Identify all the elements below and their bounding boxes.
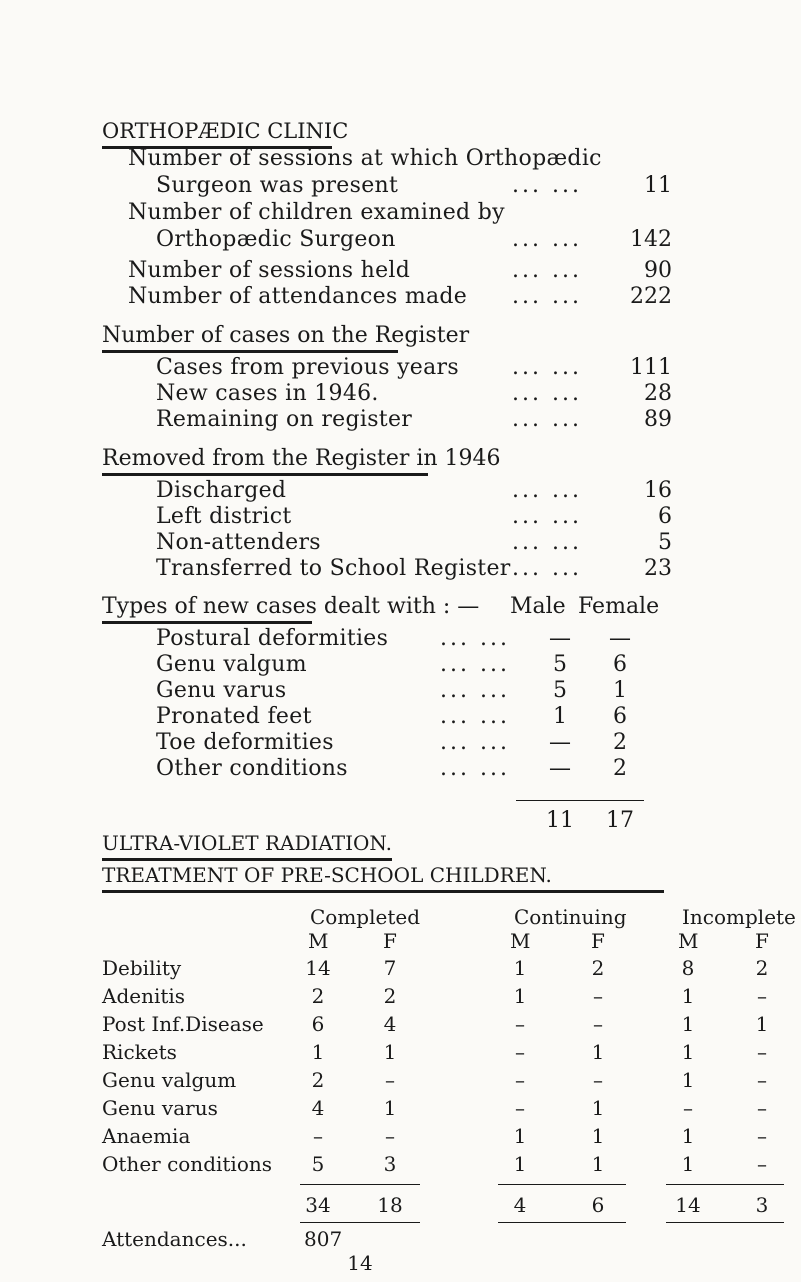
uv-cell: – bbox=[757, 1152, 767, 1176]
stat-value: 142 bbox=[630, 227, 672, 252]
stat-value: 90 bbox=[644, 258, 672, 283]
types-female-value: 6 bbox=[613, 652, 627, 677]
stat-label: Orthopædic Surgeon bbox=[156, 227, 396, 252]
uv-cell: 2 bbox=[383, 984, 397, 1008]
uv-sub-header: M bbox=[510, 929, 531, 953]
types-female-value: 2 bbox=[613, 730, 627, 755]
uv-cell: 1 bbox=[383, 1096, 397, 1120]
register-heading-underline bbox=[102, 350, 398, 353]
uv-group-header: Completed bbox=[310, 905, 421, 929]
leader-dots: ... ... bbox=[512, 407, 582, 432]
types-col-male: Male bbox=[510, 594, 566, 619]
uv-cell: 1 bbox=[681, 1068, 695, 1092]
uv-cell: 1 bbox=[755, 1012, 769, 1036]
types-male-value: 1 bbox=[553, 704, 567, 729]
removed-row-value: 6 bbox=[658, 504, 672, 529]
removed-row-value: 5 bbox=[658, 530, 672, 555]
removed-row-label: Transferred to School Register bbox=[156, 556, 511, 581]
uv-row-label: Anaemia bbox=[102, 1124, 191, 1148]
uv-cell: 1 bbox=[591, 1040, 605, 1064]
uv-cell: – bbox=[515, 1068, 525, 1092]
uv-cell: 6 bbox=[311, 1012, 325, 1036]
register-row-label: Cases from previous years bbox=[156, 355, 459, 380]
uv-cell: 1 bbox=[383, 1040, 397, 1064]
uv-sub-header: F bbox=[755, 929, 769, 953]
leader-dots: ... ... bbox=[512, 556, 582, 581]
uv-row-label: Debility bbox=[102, 956, 182, 980]
uv-total: 18 bbox=[377, 1193, 403, 1217]
removed-row-value: 23 bbox=[644, 556, 672, 581]
removed-row-label: Left district bbox=[156, 504, 292, 529]
stat-label: Surgeon was present bbox=[156, 173, 399, 198]
types-heading-underline bbox=[102, 621, 312, 624]
uv-heading: ULTRA-VIOLET RADIATION. bbox=[102, 831, 392, 855]
uv-total: 34 bbox=[305, 1193, 331, 1217]
uv-group-header: Incomplete bbox=[682, 905, 796, 929]
uv-sub-header: F bbox=[383, 929, 397, 953]
uv-cell: – bbox=[515, 1012, 525, 1036]
uv-cell: – bbox=[757, 1124, 767, 1148]
uv-total-rule-3 bbox=[666, 1184, 784, 1185]
uv-cell: 3 bbox=[383, 1152, 397, 1176]
stat-label: Number of sessions at which Orthopædic bbox=[128, 146, 602, 171]
register-row-value: 89 bbox=[644, 407, 672, 432]
page-number: 14 bbox=[347, 1251, 373, 1275]
leader-dots: ... ... bbox=[512, 530, 582, 555]
attendances-value: 807 bbox=[304, 1227, 343, 1251]
uv-cell: – bbox=[593, 984, 603, 1008]
leader-dots: ... ... bbox=[512, 258, 582, 283]
uv-subheading: TREATMENT OF PRE-SCHOOL CHILDREN. bbox=[102, 863, 552, 887]
uv-total: 3 bbox=[755, 1193, 769, 1217]
uv-cell: 1 bbox=[513, 984, 527, 1008]
leader-dots: ... ... bbox=[512, 355, 582, 380]
stat-value: 222 bbox=[630, 284, 672, 309]
uv-cell: 4 bbox=[311, 1096, 325, 1120]
uv-cell: – bbox=[757, 1068, 767, 1092]
stat-label: Number of sessions held bbox=[128, 258, 411, 283]
removed-row-value: 16 bbox=[644, 478, 672, 503]
uv-cell: – bbox=[757, 1096, 767, 1120]
uv-sub-header: F bbox=[591, 929, 605, 953]
uv-cell: – bbox=[515, 1096, 525, 1120]
uv-cell: – bbox=[385, 1068, 395, 1092]
uv-row-label: Post Inf.Disease bbox=[102, 1012, 264, 1036]
types-male-value: 5 bbox=[553, 652, 567, 677]
register-heading: Number of cases on the Register bbox=[102, 323, 470, 348]
leader-dots: ... ... bbox=[512, 504, 582, 529]
leader-dots: ... ... bbox=[440, 730, 510, 755]
uv-cell: 1 bbox=[513, 956, 527, 980]
uv-cell: – bbox=[757, 1040, 767, 1064]
types-col-female: Female bbox=[578, 594, 660, 619]
register-row-value: 111 bbox=[630, 355, 672, 380]
uv-total: 4 bbox=[513, 1193, 527, 1217]
types-row-label: Genu valgum bbox=[156, 652, 307, 677]
uv-cell: 1 bbox=[681, 984, 695, 1008]
leader-dots: ... ... bbox=[512, 478, 582, 503]
leader-dots: ... ... bbox=[512, 284, 582, 309]
leader-dots: ... ... bbox=[440, 652, 510, 677]
uv-cell: 14 bbox=[305, 956, 331, 980]
types-female-value: 2 bbox=[613, 756, 627, 781]
register-row-value: 28 bbox=[644, 381, 672, 406]
uv-row-label: Adenitis bbox=[102, 984, 186, 1008]
uv-total-underline-1 bbox=[300, 1222, 420, 1223]
types-total-female: 17 bbox=[606, 808, 634, 833]
leader-dots: ... ... bbox=[512, 173, 582, 198]
types-row-label: Toe deformities bbox=[156, 730, 334, 755]
types-row-label: Other conditions bbox=[156, 756, 348, 781]
uv-cell: 1 bbox=[681, 1012, 695, 1036]
uv-total-underline-2 bbox=[498, 1222, 626, 1223]
uv-cell: – bbox=[757, 984, 767, 1008]
uv-cell: – bbox=[515, 1040, 525, 1064]
leader-dots: ... ... bbox=[440, 704, 510, 729]
uv-cell: 1 bbox=[591, 1096, 605, 1120]
types-row-label: Postural deformities bbox=[156, 626, 389, 651]
uv-group-header: Continuing bbox=[514, 905, 627, 929]
uv-sub-header: M bbox=[308, 929, 329, 953]
leader-dots: ... ... bbox=[440, 678, 510, 703]
uv-cell: 1 bbox=[591, 1152, 605, 1176]
uv-cell: 7 bbox=[383, 956, 397, 980]
uv-cell: 1 bbox=[311, 1040, 325, 1064]
uv-cell: 1 bbox=[681, 1124, 695, 1148]
uv-total-rule-2 bbox=[498, 1184, 626, 1185]
uv-row-label: Genu varus bbox=[102, 1096, 218, 1120]
removed-row-label: Non-attenders bbox=[156, 530, 321, 555]
uv-cell: – bbox=[593, 1012, 603, 1036]
uv-cell: – bbox=[313, 1124, 323, 1148]
stat-value: 11 bbox=[644, 173, 672, 198]
removed-heading-underline bbox=[102, 473, 428, 476]
stat-label: Number of children examined by bbox=[128, 200, 505, 225]
register-row-label: Remaining on register bbox=[156, 407, 413, 432]
uv-row-label: Other conditions bbox=[102, 1152, 273, 1176]
types-female-value: 1 bbox=[613, 678, 627, 703]
leader-dots: ... ... bbox=[512, 227, 582, 252]
uv-row-label: Genu valgum bbox=[102, 1068, 237, 1092]
uv-cell: – bbox=[593, 1068, 603, 1092]
uv-cell: – bbox=[385, 1124, 395, 1148]
uv-cell: 2 bbox=[591, 956, 605, 980]
uv-heading-rule bbox=[102, 858, 392, 861]
uv-row-label: Rickets bbox=[102, 1040, 177, 1064]
types-male-value: — bbox=[549, 756, 571, 781]
uv-subheading-rule bbox=[102, 890, 664, 893]
uv-total: 6 bbox=[591, 1193, 605, 1217]
uv-cell: 1 bbox=[591, 1124, 605, 1148]
leader-dots: ... ... bbox=[440, 626, 510, 651]
types-row-label: Pronated feet bbox=[156, 704, 312, 729]
attendances-label: Attendances... bbox=[102, 1227, 247, 1251]
uv-cell: 1 bbox=[681, 1040, 695, 1064]
page-title: ORTHOPÆDIC CLINIC bbox=[102, 119, 349, 143]
uv-cell: 2 bbox=[311, 984, 325, 1008]
uv-cell: 5 bbox=[311, 1152, 325, 1176]
types-heading: Types of new cases dealt with : — bbox=[102, 594, 480, 619]
types-female-value: — bbox=[609, 626, 631, 651]
types-row-label: Genu varus bbox=[156, 678, 287, 703]
uv-cell: – bbox=[683, 1096, 693, 1120]
uv-cell: 1 bbox=[513, 1152, 527, 1176]
uv-cell: 4 bbox=[383, 1012, 397, 1036]
uv-cell: 1 bbox=[681, 1152, 695, 1176]
uv-total-underline-3 bbox=[666, 1222, 784, 1223]
leader-dots: ... ... bbox=[440, 756, 510, 781]
types-total-male: 11 bbox=[546, 808, 574, 833]
types-male-value: — bbox=[549, 626, 571, 651]
removed-heading: Removed from the Register in 1946 bbox=[102, 446, 501, 471]
types-female-value: 6 bbox=[613, 704, 627, 729]
types-total-rule bbox=[516, 800, 644, 801]
uv-total: 14 bbox=[675, 1193, 701, 1217]
uv-cell: 8 bbox=[681, 956, 695, 980]
uv-cell: 2 bbox=[311, 1068, 325, 1092]
register-row-label: New cases in 1946. bbox=[156, 381, 379, 406]
stat-label: Number of attendances made bbox=[128, 284, 468, 309]
types-male-value: 5 bbox=[553, 678, 567, 703]
leader-dots: ... ... bbox=[512, 381, 582, 406]
removed-row-label: Discharged bbox=[156, 478, 287, 503]
uv-cell: 1 bbox=[513, 1124, 527, 1148]
types-male-value: — bbox=[549, 730, 571, 755]
uv-total-rule-1 bbox=[300, 1184, 420, 1185]
uv-sub-header: M bbox=[678, 929, 699, 953]
uv-cell: 2 bbox=[755, 956, 769, 980]
